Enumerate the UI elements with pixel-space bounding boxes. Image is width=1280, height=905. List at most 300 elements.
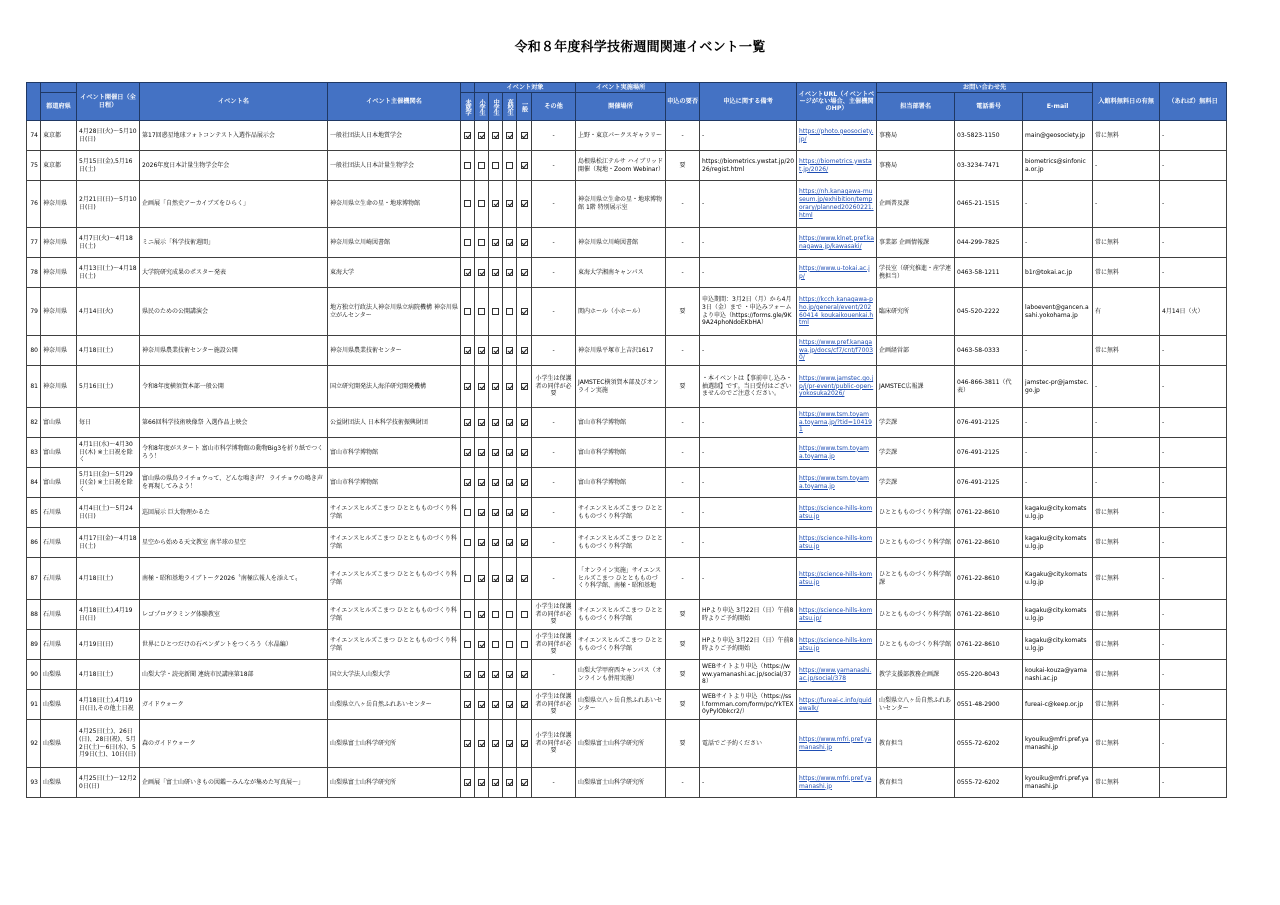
table-row: [27, 768, 1227, 798]
checkbox-unchecked-icon[interactable]: [506, 641, 513, 648]
checkbox-checked-icon[interactable]: [521, 239, 528, 246]
target-junior-high-cell: [489, 336, 503, 366]
target-general-cell: [517, 288, 532, 336]
checkbox-checked-icon[interactable]: [506, 701, 513, 708]
other-target-cell: -: [532, 558, 576, 600]
application-notes-cell: 電話でご予約ください: [700, 720, 797, 768]
checkbox-unchecked-icon[interactable]: [464, 239, 471, 246]
email-cell: kagaku@city.komatsu.lg.jp: [1023, 498, 1093, 528]
checkbox-checked-icon[interactable]: [478, 449, 485, 456]
checkbox-checked-icon[interactable]: [464, 671, 471, 678]
checkbox-checked-icon[interactable]: [506, 575, 513, 582]
checkbox-unchecked-icon[interactable]: [506, 162, 513, 169]
target-junior-high-cell: [489, 258, 503, 288]
target-elementary-cell: [475, 228, 489, 258]
other-target-cell: -: [532, 408, 576, 438]
department-cell: ひとともものづくり科学館: [877, 528, 955, 558]
venue-cell: 山梨県富士山科学研究所: [576, 768, 666, 798]
target-elementary-cell: [475, 468, 489, 498]
table-row: [27, 408, 1227, 438]
free-day-cell: -: [1160, 181, 1227, 228]
email-cell: b1r@tokai.ac.jp: [1023, 258, 1093, 288]
checkbox-checked-icon[interactable]: [478, 641, 485, 648]
venue-cell: サイエンスヒルズこまつ ひとともものづくり科学館: [576, 630, 666, 660]
event-url-link[interactable]: https://www.tsm.toyama.toyama.jp: [799, 444, 869, 460]
checkbox-unchecked-icon[interactable]: [478, 162, 485, 169]
event-url-link[interactable]: https://www.u-tokai.ac.jp/: [799, 264, 870, 280]
event-url-link: [797, 228, 877, 258]
header-application-required: 申込の要否: [666, 83, 700, 121]
checkbox-checked-icon[interactable]: [478, 611, 485, 618]
free-admission-cell: 常に無料: [1093, 528, 1160, 558]
checkbox-checked-icon[interactable]: [478, 575, 485, 582]
event-url-link[interactable]: https://science-hills-komatsu.jp: [799, 534, 873, 550]
checkbox-checked-icon[interactable]: [506, 449, 513, 456]
email-cell: -: [1023, 438, 1093, 468]
event-url-link[interactable]: https://www.tsm.toyama.toyama.jp: [799, 474, 869, 490]
checkbox-checked-icon[interactable]: [521, 347, 528, 354]
other-target-cell: -: [532, 336, 576, 366]
application-required-cell: 要: [666, 660, 700, 690]
checkbox-checked-icon[interactable]: [464, 383, 471, 390]
checkbox-checked-icon[interactable]: [464, 449, 471, 456]
checkbox-checked-icon[interactable]: [478, 479, 485, 486]
event-table-body: [27, 121, 1227, 798]
checkbox-unchecked-icon[interactable]: [464, 641, 471, 648]
checkbox-checked-icon[interactable]: [506, 383, 513, 390]
free-admission-cell: -: [1093, 181, 1160, 228]
header-blank: [461, 83, 475, 93]
target-junior-high-cell: [489, 528, 503, 558]
application-notes-cell: -: [700, 228, 797, 258]
row-number: 92: [27, 720, 41, 768]
checkbox-checked-icon[interactable]: [478, 779, 485, 786]
checkbox-checked-icon[interactable]: [521, 132, 528, 139]
target-high-school-cell: [503, 660, 517, 690]
email-cell: -: [1023, 468, 1093, 498]
checkbox-checked-icon[interactable]: [478, 539, 485, 546]
free-day-cell: -: [1160, 558, 1227, 600]
row-number: 78: [27, 258, 41, 288]
free-admission-cell: 常に無料: [1093, 660, 1160, 690]
row-number: 89: [27, 630, 41, 660]
header-general: 一般: [517, 93, 532, 121]
phone-cell: 076-491-2125: [955, 468, 1023, 498]
target-elementary-cell: [475, 258, 489, 288]
checkbox-unchecked-icon[interactable]: [464, 611, 471, 618]
event-name-cell: 2026年度日本計量生物学会年会: [140, 151, 328, 181]
target-preschool-cell: [461, 630, 475, 660]
event-url-link: [797, 528, 877, 558]
event-url-link[interactable]: https://www.jamstec.go.jp/j/pr-event/public-open-yokosuka2026/: [799, 374, 874, 398]
target-general-cell: [517, 630, 532, 660]
checkbox-unchecked-icon[interactable]: [478, 308, 485, 315]
event-url-link[interactable]: https://www.tsm.toyama.toyama.jp/?tid=104191: [799, 410, 872, 434]
checkbox-checked-icon[interactable]: [492, 269, 499, 276]
department-cell: JAMSTEC広報課: [877, 366, 955, 408]
event-url-link[interactable]: https://science-hills-komatsu.jp: [799, 504, 873, 520]
table-row: [27, 258, 1227, 288]
header-group-contact: お問い合わせ先: [877, 83, 1093, 93]
target-general-cell: [517, 366, 532, 408]
target-elementary-cell: [475, 366, 489, 408]
target-junior-high-cell: [489, 151, 503, 181]
checkbox-unchecked-icon[interactable]: [464, 539, 471, 546]
event-url-link[interactable]: https://photo.geosociety.jp/: [799, 127, 874, 143]
department-cell: 教育担当: [877, 720, 955, 768]
checkbox-checked-icon[interactable]: [492, 575, 499, 582]
event-url-link[interactable]: https://science-hills-komatsu.jp/: [799, 606, 873, 622]
target-junior-high-cell: [489, 768, 503, 798]
checkbox-checked-icon[interactable]: [506, 479, 513, 486]
venue-cell: JAMSTEC横須賀本部及びオンライン実施: [576, 366, 666, 408]
department-cell: ひとともものづくり科学館: [877, 498, 955, 528]
table-row: [27, 498, 1227, 528]
checkbox-unchecked-icon[interactable]: [464, 575, 471, 582]
checkbox-checked-icon[interactable]: [492, 539, 499, 546]
target-general-cell: [517, 121, 532, 151]
checkbox-unchecked-icon[interactable]: [492, 641, 499, 648]
venue-cell: 上野・東京パークスギャラリー: [576, 121, 666, 151]
organizer-cell: 公益財団法人 日本科学技術振興財団: [328, 408, 461, 438]
event-name-cell: 巡回展示 巨大物理かるた: [140, 498, 328, 528]
header-email: E-mail: [1023, 93, 1093, 121]
event-name-cell: 森のガイドウォーク: [140, 720, 328, 768]
checkbox-checked-icon[interactable]: [506, 779, 513, 786]
checkbox-unchecked-icon[interactable]: [478, 200, 485, 207]
prefecture-cell: 石川県: [41, 558, 77, 600]
checkbox-unchecked-icon[interactable]: [506, 611, 513, 618]
application-required-cell: -: [666, 768, 700, 798]
target-high-school-cell: [503, 558, 517, 600]
department-cell: 企画経営部: [877, 336, 955, 366]
other-target-cell: 小学生は保護者の同伴が必要: [532, 690, 576, 720]
row-number: 75: [27, 151, 41, 181]
checkbox-checked-icon[interactable]: [506, 200, 513, 207]
checkbox-checked-icon[interactable]: [492, 449, 499, 456]
checkbox-checked-icon[interactable]: [521, 269, 528, 276]
checkbox-checked-icon[interactable]: [492, 419, 499, 426]
event-url-link[interactable]: https://www.yamanashi.ac.jp/social/378: [799, 666, 872, 682]
event-url-link[interactable]: https://fureai-c.info/guidewalk/: [799, 696, 872, 712]
application-required-cell: -: [666, 498, 700, 528]
department-cell: 学芸課: [877, 408, 955, 438]
target-junior-high-cell: [489, 660, 503, 690]
target-preschool-cell: [461, 288, 475, 336]
event-url-link: [797, 366, 877, 408]
target-general-cell: [517, 151, 532, 181]
event-url-link[interactable]: https://www.mfri.pref.yamanashi.jp: [799, 735, 872, 751]
free-admission-cell: -: [1093, 366, 1160, 408]
department-cell: 教学支援部教務企画課: [877, 660, 955, 690]
checkbox-unchecked-icon[interactable]: [492, 308, 499, 315]
checkbox-unchecked-icon[interactable]: [506, 308, 513, 315]
checkbox-checked-icon[interactable]: [478, 419, 485, 426]
checkbox-checked-icon[interactable]: [492, 347, 499, 354]
target-general-cell: [517, 600, 532, 630]
event-url-link: [797, 630, 877, 660]
checkbox-checked-icon[interactable]: [521, 449, 528, 456]
department-cell: ひとともものづくり科学館: [877, 630, 955, 660]
header-phone: 電話番号: [955, 93, 1023, 121]
checkbox-checked-icon[interactable]: [506, 539, 513, 546]
phone-cell: 0551-48-2900: [955, 690, 1023, 720]
free-admission-cell: 常に無料: [1093, 258, 1160, 288]
other-target-cell: -: [532, 258, 576, 288]
event-url-link[interactable]: https://science-hills-komatsu.jp: [799, 636, 873, 652]
checkbox-checked-icon[interactable]: [478, 509, 485, 516]
checkbox-unchecked-icon[interactable]: [521, 641, 528, 648]
target-junior-high-cell: [489, 228, 503, 258]
checkbox-checked-icon[interactable]: [521, 779, 528, 786]
checkbox-checked-icon[interactable]: [521, 419, 528, 426]
target-preschool-cell: [461, 366, 475, 408]
free-admission-cell: -: [1093, 468, 1160, 498]
phone-cell: 046-866-3811（代表）: [955, 366, 1023, 408]
header-group-target: イベント対象: [475, 83, 576, 93]
event-name-cell: 富山県の県鳥ライチョウって、どんな鳴き声？ ライチョウの鳴き声を再現してみよう！: [140, 468, 328, 498]
row-number: 93: [27, 768, 41, 798]
checkbox-checked-icon[interactable]: [521, 701, 528, 708]
checkbox-checked-icon[interactable]: [492, 200, 499, 207]
target-preschool-cell: [461, 151, 475, 181]
table-row: [27, 336, 1227, 366]
event-url-link[interactable]: https://www.klnet.pref.kanagawa.jp/kawasaki/: [799, 234, 874, 250]
venue-cell: 富山市科学博物館: [576, 468, 666, 498]
target-preschool-cell: [461, 408, 475, 438]
application-required-cell: 要: [666, 288, 700, 336]
phone-cell: 0761-22-8610: [955, 630, 1023, 660]
venue-cell: 山梨県富士山科学研究所: [576, 720, 666, 768]
free-day-cell: 4月14日（火）: [1160, 288, 1227, 336]
application-required-cell: -: [666, 528, 700, 558]
organizer-cell: 神奈川県立生命の星・地球博物館: [328, 181, 461, 228]
target-high-school-cell: [503, 720, 517, 768]
email-cell: -: [1023, 408, 1093, 438]
other-target-cell: -: [532, 121, 576, 151]
checkbox-unchecked-icon[interactable]: [464, 162, 471, 169]
row-number: 79: [27, 288, 41, 336]
header-elementary: 小学生: [475, 93, 489, 121]
checkbox-checked-icon[interactable]: [506, 269, 513, 276]
row-number: 84: [27, 468, 41, 498]
checkbox-unchecked-icon[interactable]: [478, 239, 485, 246]
checkbox-checked-icon[interactable]: [464, 347, 471, 354]
date-cell: 4月18日(土),4月19日(日),その他土日祝: [77, 690, 140, 720]
checkbox-checked-icon[interactable]: [506, 740, 513, 747]
target-general-cell: [517, 258, 532, 288]
checkbox-checked-icon[interactable]: [521, 671, 528, 678]
free-admission-cell: 常に無料: [1093, 228, 1160, 258]
checkbox-checked-icon[interactable]: [521, 509, 528, 516]
checkbox-checked-icon[interactable]: [478, 701, 485, 708]
checkbox-unchecked-icon[interactable]: [492, 162, 499, 169]
checkbox-checked-icon[interactable]: [492, 383, 499, 390]
checkbox-checked-icon[interactable]: [464, 132, 471, 139]
target-general-cell: [517, 336, 532, 366]
target-elementary-cell: [475, 498, 489, 528]
application-required-cell: 要: [666, 366, 700, 408]
table-row: [27, 181, 1227, 228]
checkbox-checked-icon[interactable]: [478, 383, 485, 390]
target-preschool-cell: [461, 528, 475, 558]
event-name-cell: 企画展「富士山研いきもの図鑑～みんなが集めた写真展～」: [140, 768, 328, 798]
date-cell: 5月16日(土): [77, 366, 140, 408]
checkbox-checked-icon[interactable]: [492, 509, 499, 516]
application-notes-cell: ・本イベントは【事前申し込み・抽選制】です。当日受付はございませんのでご注意ください。: [700, 366, 797, 408]
table-row: [27, 630, 1227, 660]
checkbox-unchecked-icon[interactable]: [492, 611, 499, 618]
date-cell: 4月28日(火)～5月10日(日): [77, 121, 140, 151]
checkbox-checked-icon[interactable]: [492, 132, 499, 139]
target-high-school-cell: [503, 408, 517, 438]
checkbox-checked-icon[interactable]: [492, 740, 499, 747]
checkbox-checked-icon[interactable]: [478, 671, 485, 678]
target-junior-high-cell: [489, 121, 503, 151]
target-general-cell: [517, 408, 532, 438]
checkbox-checked-icon[interactable]: [506, 671, 513, 678]
checkbox-checked-icon[interactable]: [492, 779, 499, 786]
row-number: 83: [27, 438, 41, 468]
target-elementary-cell: [475, 408, 489, 438]
prefecture-cell: 神奈川県: [41, 228, 77, 258]
prefecture-cell: 神奈川県: [41, 336, 77, 366]
organizer-cell: 山梨県富士山科学研究所: [328, 720, 461, 768]
other-target-cell: -: [532, 660, 576, 690]
free-admission-cell: -: [1093, 151, 1160, 181]
email-cell: biometrics@sinfonica.or.jp: [1023, 151, 1093, 181]
free-day-cell: -: [1160, 768, 1227, 798]
email-cell: laboevent@gancen.asahi.yokohama.jp: [1023, 288, 1093, 336]
event-url-link[interactable]: https://kcch.kanagawa-pho.jp/general/event/20260414_koukaikouenkai.html: [799, 295, 874, 327]
free-day-cell: -: [1160, 498, 1227, 528]
checkbox-checked-icon[interactable]: [492, 479, 499, 486]
checkbox-checked-icon[interactable]: [478, 740, 485, 747]
prefecture-cell: 石川県: [41, 498, 77, 528]
header-date: イベント開催日（全日程）: [77, 83, 140, 121]
checkbox-checked-icon[interactable]: [521, 575, 528, 582]
checkbox-checked-icon[interactable]: [506, 419, 513, 426]
event-url-link: [797, 558, 877, 600]
application-notes-cell: -: [700, 528, 797, 558]
event-url-link[interactable]: https://nh.kanagawa-museum.jp/exhibition/temporary/planned20260221.html: [799, 188, 874, 219]
phone-cell: 0463-58-0333: [955, 336, 1023, 366]
checkbox-checked-icon[interactable]: [521, 383, 528, 390]
table-row: [27, 558, 1227, 600]
checkbox-checked-icon[interactable]: [464, 269, 471, 276]
event-url-link: [797, 600, 877, 630]
free-day-cell: -: [1160, 438, 1227, 468]
checkbox-unchecked-icon[interactable]: [464, 308, 471, 315]
checkbox-checked-icon[interactable]: [492, 671, 499, 678]
target-preschool-cell: [461, 468, 475, 498]
date-cell: 4月1日(水)～4月30日(木) ※土日祝を除く: [77, 438, 140, 468]
event-url-link[interactable]: https://science-hills-komatsu.jp: [799, 570, 873, 586]
checkbox-checked-icon[interactable]: [521, 200, 528, 207]
email-cell: -: [1023, 228, 1093, 258]
event-url-link: [797, 468, 877, 498]
target-junior-high-cell: [489, 438, 503, 468]
free-day-cell: -: [1160, 151, 1227, 181]
target-elementary-cell: [475, 630, 489, 660]
target-high-school-cell: [503, 228, 517, 258]
row-number: 81: [27, 366, 41, 408]
target-general-cell: [517, 660, 532, 690]
application-required-cell: 要: [666, 630, 700, 660]
checkbox-unchecked-icon[interactable]: [464, 509, 471, 516]
event-url-link[interactable]: https://www.mfri.pref.yamanashi.jp: [799, 774, 872, 790]
checkbox-checked-icon[interactable]: [521, 740, 528, 747]
target-elementary-cell: [475, 528, 489, 558]
event-url-link: [797, 498, 877, 528]
phone-cell: 045-520-2222: [955, 288, 1023, 336]
checkbox-checked-icon[interactable]: [464, 419, 471, 426]
checkbox-checked-icon[interactable]: [506, 239, 513, 246]
event-url-link[interactable]: https://www.pref.kanagawa.jp/docs/cf7/cnt/f70030/: [799, 338, 874, 362]
checkbox-checked-icon[interactable]: [521, 308, 528, 315]
other-target-cell: -: [532, 151, 576, 181]
venue-cell: サイエンスヒルズこまつ ひとともものづくり科学館: [576, 600, 666, 630]
checkbox-checked-icon[interactable]: [464, 779, 471, 786]
checkbox-checked-icon[interactable]: [478, 132, 485, 139]
date-cell: 毎日: [77, 408, 140, 438]
target-general-cell: [517, 498, 532, 528]
date-cell: 4月18日(土): [77, 558, 140, 600]
free-day-cell: -: [1160, 228, 1227, 258]
row-number: 88: [27, 600, 41, 630]
table-row: [27, 366, 1227, 408]
checkbox-checked-icon[interactable]: [464, 479, 471, 486]
table-row: [27, 600, 1227, 630]
event-name-cell: 大学院研究成果のポスター発表: [140, 258, 328, 288]
checkbox-checked-icon[interactable]: [464, 701, 471, 708]
event-name-cell: 星空から始める天文教室 南半球の星空: [140, 528, 328, 558]
event-url-link: [797, 408, 877, 438]
target-general-cell: [517, 438, 532, 468]
event-url-link: [797, 181, 877, 228]
checkbox-checked-icon[interactable]: [492, 239, 499, 246]
checkbox-checked-icon[interactable]: [478, 347, 485, 354]
checkbox-checked-icon[interactable]: [506, 132, 513, 139]
event-url-link[interactable]: https://biometrics.ywstat.jp/2026/: [799, 157, 872, 173]
checkbox-checked-icon[interactable]: [506, 347, 513, 354]
checkbox-checked-icon[interactable]: [521, 539, 528, 546]
target-junior-high-cell: [489, 366, 503, 408]
event-url-link: [797, 258, 877, 288]
checkbox-checked-icon[interactable]: [521, 479, 528, 486]
checkbox-unchecked-icon[interactable]: [464, 200, 471, 207]
application-required-cell: -: [666, 181, 700, 228]
email-cell: -: [1023, 336, 1093, 366]
target-general-cell: [517, 228, 532, 258]
organizer-cell: サイエンスヒルズこまつ ひとともものづくり科学館: [328, 498, 461, 528]
checkbox-unchecked-icon[interactable]: [521, 611, 528, 618]
checkbox-checked-icon[interactable]: [464, 740, 471, 747]
department-cell: 事務局: [877, 121, 955, 151]
organizer-cell: サイエンスヒルズこまつ ひとともものづくり科学館: [328, 630, 461, 660]
application-notes-cell: -: [700, 558, 797, 600]
checkbox-checked-icon[interactable]: [478, 269, 485, 276]
checkbox-checked-icon[interactable]: [492, 701, 499, 708]
prefecture-cell: 東京都: [41, 151, 77, 181]
target-high-school-cell: [503, 468, 517, 498]
target-junior-high-cell: [489, 408, 503, 438]
free-day-cell: -: [1160, 336, 1227, 366]
checkbox-checked-icon[interactable]: [521, 162, 528, 169]
venue-cell: 神奈川県立生命の星・地球博物館 1階 特別展示室: [576, 181, 666, 228]
header-application-notes: 申込に関する備考: [700, 83, 797, 121]
checkbox-checked-icon[interactable]: [506, 509, 513, 516]
